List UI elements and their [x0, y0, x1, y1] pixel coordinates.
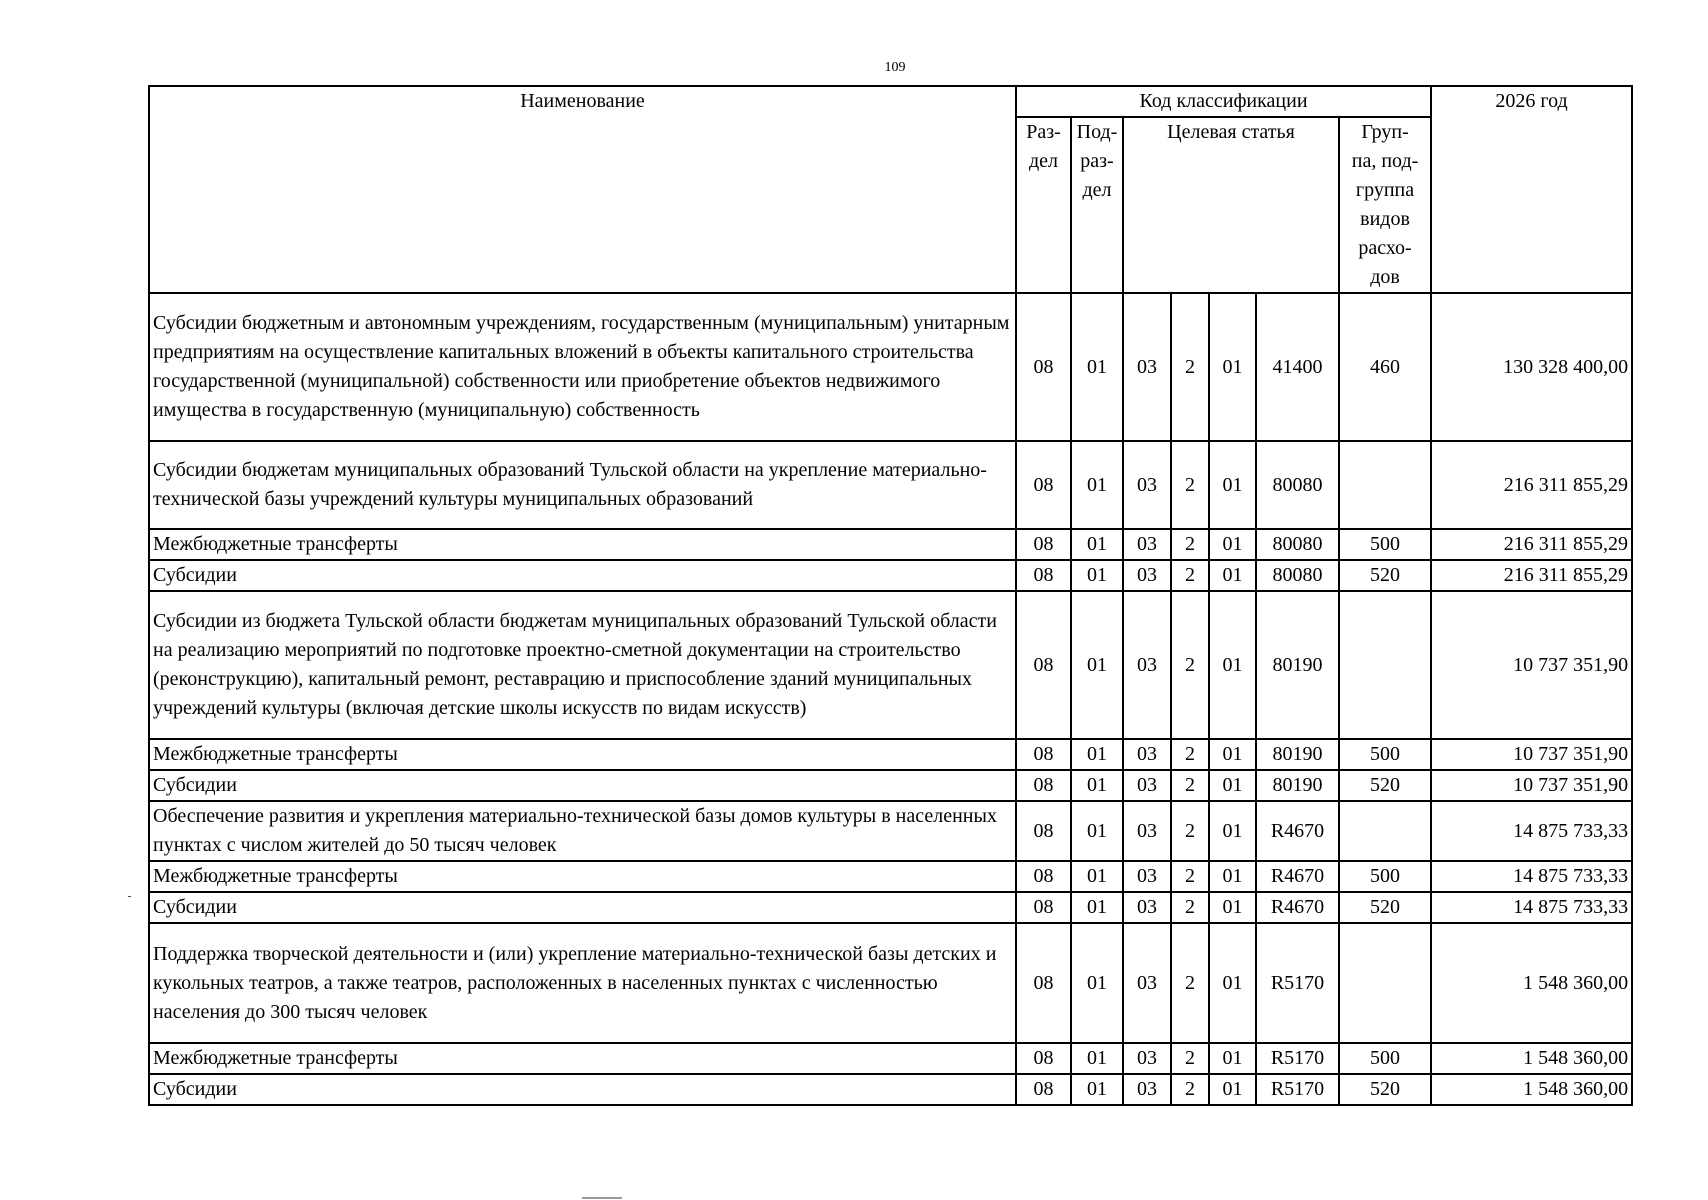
target-program-code: 03 — [1123, 441, 1171, 529]
target-program-code: 03 — [1123, 861, 1171, 892]
table-row — [149, 560, 1632, 591]
subsection-code: 01 — [1071, 441, 1123, 529]
target-type-code: 2 — [1171, 591, 1209, 739]
section-code: 08 — [1016, 1074, 1071, 1105]
section-code: 08 — [1016, 801, 1071, 861]
target-type-code: 2 — [1171, 739, 1209, 770]
scan-edge-mark — [582, 1197, 622, 1199]
subsection-code: 01 — [1071, 591, 1123, 739]
expense-group-code: 500 — [1339, 739, 1431, 770]
target-type-code: 2 — [1171, 1043, 1209, 1074]
section-code: 08 — [1016, 529, 1071, 560]
row-name: Межбюджетные трансферты — [149, 861, 1016, 892]
target-program-code: 03 — [1123, 591, 1171, 739]
table-row — [149, 801, 1632, 861]
subsection-code: 01 — [1071, 739, 1123, 770]
target-type-code: 2 — [1171, 560, 1209, 591]
row-name: Субсидии бюджетным и автономным учреждениям, государственным (муниципальным) унитарным предприятиям на осуществление капитальных вложений в объекты капитального строительства государственной (муниципальной) собственности или приобретение объектов недвижимого имущества в государственную (муниципальную) собственность — [149, 293, 1016, 441]
target-subprogram-code: 01 — [1209, 923, 1256, 1043]
scan-mark — [128, 896, 131, 897]
table-row — [149, 591, 1632, 739]
row-name: Межбюджетные трансферты — [149, 529, 1016, 560]
target-program-code: 03 — [1123, 560, 1171, 591]
target-subprogram-code: 01 — [1209, 861, 1256, 892]
row-name: Межбюджетные трансферты — [149, 1043, 1016, 1074]
table-row — [149, 923, 1632, 1043]
target-program-code: 03 — [1123, 770, 1171, 801]
subsection-code: 01 — [1071, 293, 1123, 441]
target-type-code: 2 — [1171, 529, 1209, 560]
expense-group-code — [1339, 923, 1431, 1043]
header-year: 2026 год — [1431, 86, 1632, 293]
table-row — [149, 739, 1632, 770]
page-number: 109 — [884, 60, 906, 75]
subsection-code: 01 — [1071, 560, 1123, 591]
target-subprogram-code: 01 — [1209, 739, 1256, 770]
table-row — [149, 892, 1632, 923]
target-type-code: 2 — [1171, 892, 1209, 923]
target-program-code: 03 — [1123, 1074, 1171, 1105]
target-type-code: 2 — [1171, 770, 1209, 801]
target-subprogram-code: 01 — [1209, 529, 1256, 560]
target-subprogram-code: 01 — [1209, 591, 1256, 739]
section-code: 08 — [1016, 770, 1071, 801]
expense-group-code: 500 — [1339, 861, 1431, 892]
amount-2026: 1 548 360,00 — [1431, 1074, 1632, 1105]
target-direction-code: 80190 — [1256, 739, 1339, 770]
budget-table — [148, 85, 1633, 1106]
target-direction-code: 80190 — [1256, 591, 1339, 739]
amount-2026: 216 311 855,29 — [1431, 529, 1632, 560]
target-direction-code: R5170 — [1256, 1074, 1339, 1105]
table-body — [149, 293, 1632, 1105]
target-subprogram-code: 01 — [1209, 770, 1256, 801]
row-name: Субсидии — [149, 770, 1016, 801]
target-direction-code: 80080 — [1256, 529, 1339, 560]
section-code: 08 — [1016, 591, 1071, 739]
subsection-code: 01 — [1071, 923, 1123, 1043]
target-subprogram-code: 01 — [1209, 892, 1256, 923]
amount-2026: 216 311 855,29 — [1431, 441, 1632, 529]
row-name: Поддержка творческой деятельности и (или) укрепление материально-технической базы детских и кукольных театров, а также театров, расположенных в населенных пунктах с численностью населения до 300 тысяч человек — [149, 923, 1016, 1043]
expense-group-code — [1339, 591, 1431, 739]
amount-2026: 10 737 351,90 — [1431, 739, 1632, 770]
amount-2026: 14 875 733,33 — [1431, 861, 1632, 892]
table-row — [149, 441, 1632, 529]
table-row — [149, 1074, 1632, 1105]
expense-group-code: 500 — [1339, 1043, 1431, 1074]
target-subprogram-code: 01 — [1209, 1043, 1256, 1074]
subsection-code: 01 — [1071, 770, 1123, 801]
header-row-top — [149, 86, 1632, 117]
target-program-code: 03 — [1123, 293, 1171, 441]
row-name: Обеспечение развития и укрепления материально-технической базы домов культуры в населенных пунктах с числом жителей до 50 тысяч человек — [149, 801, 1016, 861]
target-direction-code: R5170 — [1256, 923, 1339, 1043]
expense-group-code — [1339, 801, 1431, 861]
row-name: Субсидии — [149, 560, 1016, 591]
target-type-code: 2 — [1171, 293, 1209, 441]
amount-2026: 14 875 733,33 — [1431, 892, 1632, 923]
target-subprogram-code: 01 — [1209, 441, 1256, 529]
target-direction-code: 41400 — [1256, 293, 1339, 441]
header-group: Груп- па, под- группа видов расхо- дов — [1339, 117, 1431, 293]
expense-group-code: 520 — [1339, 770, 1431, 801]
target-type-code: 2 — [1171, 441, 1209, 529]
header-name: Наименование — [149, 86, 1016, 293]
section-code: 08 — [1016, 293, 1071, 441]
target-direction-code: R5170 — [1256, 1043, 1339, 1074]
subsection-code: 01 — [1071, 801, 1123, 861]
target-program-code: 03 — [1123, 1043, 1171, 1074]
target-direction-code: 80080 — [1256, 441, 1339, 529]
target-direction-code: R4670 — [1256, 892, 1339, 923]
target-program-code: 03 — [1123, 739, 1171, 770]
target-program-code: 03 — [1123, 529, 1171, 560]
target-type-code: 2 — [1171, 801, 1209, 861]
target-program-code: 03 — [1123, 801, 1171, 861]
section-code: 08 — [1016, 1043, 1071, 1074]
subsection-code: 01 — [1071, 1074, 1123, 1105]
row-name: Субсидии бюджетам муниципальных образований Тульской области на укрепление материально-технической базы учреждений культуры муниципальных образований — [149, 441, 1016, 529]
expense-group-code: 460 — [1339, 293, 1431, 441]
target-subprogram-code: 01 — [1209, 1074, 1256, 1105]
target-program-code: 03 — [1123, 923, 1171, 1043]
target-direction-code: R4670 — [1256, 801, 1339, 861]
table-row — [149, 770, 1632, 801]
subsection-code: 01 — [1071, 529, 1123, 560]
target-subprogram-code: 01 — [1209, 560, 1256, 591]
target-type-code: 2 — [1171, 1074, 1209, 1105]
table-row — [149, 529, 1632, 560]
amount-2026: 10 737 351,90 — [1431, 591, 1632, 739]
table-row — [149, 1043, 1632, 1074]
section-code: 08 — [1016, 739, 1071, 770]
header-subsection: Под- раз- дел — [1071, 117, 1123, 293]
amount-2026: 130 328 400,00 — [1431, 293, 1632, 441]
amount-2026: 1 548 360,00 — [1431, 1043, 1632, 1074]
row-name: Субсидии — [149, 1074, 1016, 1105]
target-type-code: 2 — [1171, 923, 1209, 1043]
section-code: 08 — [1016, 861, 1071, 892]
table-row — [149, 293, 1632, 441]
section-code: 08 — [1016, 892, 1071, 923]
target-subprogram-code: 01 — [1209, 293, 1256, 441]
section-code: 08 — [1016, 560, 1071, 591]
expense-group-code: 500 — [1339, 529, 1431, 560]
row-name: Субсидии из бюджета Тульской области бюджетам муниципальных образований Тульской области на реализацию мероприятий по подготовке проектно-сметной документации на строительство (реконструкцию), капитальный ремонт, реставрацию и приспособление зданий муниципальных учреждений культуры (включая детские школы искусств по видам искусств) — [149, 591, 1016, 739]
row-name: Субсидии — [149, 892, 1016, 923]
subsection-code: 01 — [1071, 892, 1123, 923]
subsection-code: 01 — [1071, 861, 1123, 892]
section-code: 08 — [1016, 923, 1071, 1043]
amount-2026: 14 875 733,33 — [1431, 801, 1632, 861]
target-program-code: 03 — [1123, 892, 1171, 923]
expense-group-code: 520 — [1339, 892, 1431, 923]
expense-group-code — [1339, 441, 1431, 529]
subsection-code: 01 — [1071, 1043, 1123, 1074]
header-target: Целевая статья — [1123, 117, 1339, 293]
expense-group-code: 520 — [1339, 560, 1431, 591]
table-row — [149, 861, 1632, 892]
target-subprogram-code: 01 — [1209, 801, 1256, 861]
amount-2026: 216 311 855,29 — [1431, 560, 1632, 591]
header-section: Раз- дел — [1016, 117, 1071, 293]
amount-2026: 10 737 351,90 — [1431, 770, 1632, 801]
target-direction-code: R4670 — [1256, 861, 1339, 892]
expense-group-code: 520 — [1339, 1074, 1431, 1105]
target-type-code: 2 — [1171, 861, 1209, 892]
section-code: 08 — [1016, 441, 1071, 529]
target-direction-code: 80080 — [1256, 560, 1339, 591]
amount-2026: 1 548 360,00 — [1431, 923, 1632, 1043]
target-direction-code: 80190 — [1256, 770, 1339, 801]
header-classification: Код классификации — [1016, 86, 1431, 117]
row-name: Межбюджетные трансферты — [149, 739, 1016, 770]
